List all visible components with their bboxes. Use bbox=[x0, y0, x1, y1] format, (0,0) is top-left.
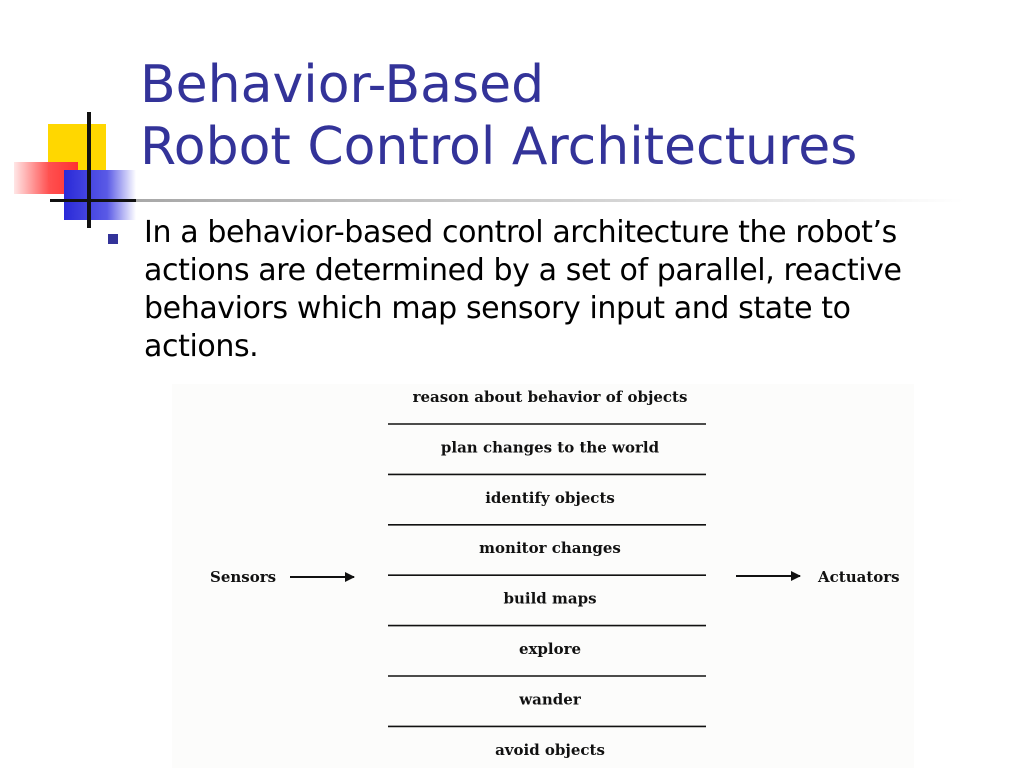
diagram-canvas bbox=[172, 384, 914, 768]
behavior-layers-diagram bbox=[172, 384, 914, 768]
slide-title-line-2: Robot Control Architectures bbox=[140, 117, 858, 177]
slide-title-line-1: Behavior-Based bbox=[140, 55, 545, 115]
bullet-text: In a behavior-based control architecture the robot’s actions are determined by a set of parallel, reactive behaviors which map sensory input and state to actions. bbox=[144, 215, 902, 364]
actuators-label: Actuators bbox=[818, 568, 900, 586]
decoration-vertical-line bbox=[87, 112, 91, 228]
title-underline-rule bbox=[136, 199, 964, 202]
behavior-layer-label: identify objects bbox=[485, 488, 615, 507]
behavior-layers bbox=[388, 388, 706, 759]
behavior-layer-label: wander bbox=[519, 690, 581, 709]
slide-title bbox=[140, 54, 857, 178]
behavior-layer-label: monitor changes bbox=[479, 539, 621, 558]
behavior-layer-label: explore bbox=[518, 640, 582, 658]
sensors-label: Sensors bbox=[210, 568, 277, 586]
behavior-layer-label: avoid objects bbox=[495, 740, 605, 759]
behavior-layer-label: reason about behavior of objects bbox=[412, 388, 688, 406]
decoration-blue-square bbox=[64, 170, 136, 220]
behavior-layer-label: build maps bbox=[503, 589, 597, 608]
behavior-layer-label: plan changes to the world bbox=[440, 438, 660, 457]
bullet-marker bbox=[108, 234, 118, 244]
